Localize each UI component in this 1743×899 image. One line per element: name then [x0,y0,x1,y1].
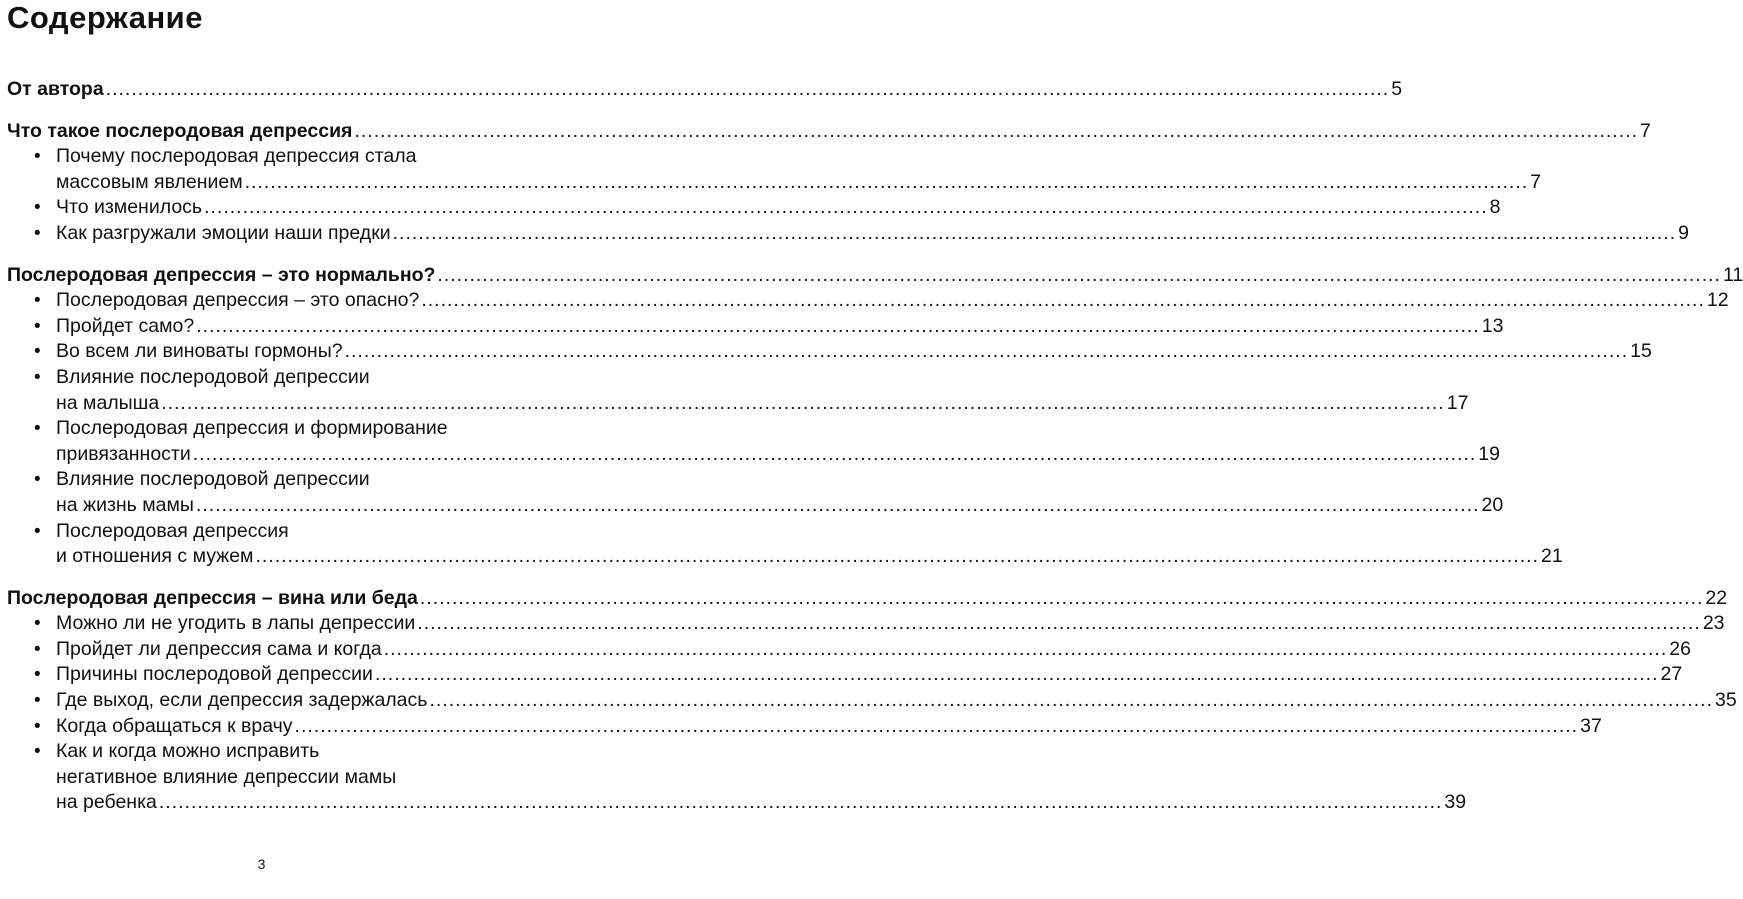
toc-page-number: 27 [1660,663,1683,686]
table-of-contents [0,77,1743,816]
dot-leader: ........................................................................................................................................................................................................ [204,196,1488,219]
dot-leader: ........................................................................................................................................................................................................ [105,78,1390,100]
dot-leader: ........................................................................................................................................................................................................ [429,689,1713,712]
toc-page-number: 7 [1530,170,1542,193]
toc-item-line [0,442,1500,468]
toc-chapter-line [0,119,1651,145]
section-title: Влияние послеродовой депрессии [56,468,370,491]
toc-page-number: 37 [1580,714,1602,737]
section-title: на жизнь мамы [56,493,194,516]
section-title: Что изменилось [56,196,203,219]
bullet-icon: • [34,197,41,219]
dot-leader: ........................................................................................................................................................................................................ [255,545,1540,568]
toc-item-line [0,365,523,391]
toc-item-line [0,765,523,791]
dot-leader: ........................................................................................................................................................................................................ [244,170,1529,193]
toc-item-line [0,688,1737,714]
section-title: Послеродовая депрессия – это опасно? [56,289,420,312]
dot-leader: ........................................................................................................................................................................................................ [344,340,1629,363]
toc-item-line [0,544,1563,570]
toc-page-number: 12 [1706,289,1729,312]
toc-item-line [0,314,1504,340]
toc-item-line [0,339,1652,365]
dot-leader: ........................................................................................................................................................................................................ [195,493,1480,516]
dot-leader: ........................................................................................................................................................................................................ [437,263,1721,286]
bullet-icon: • [34,341,41,363]
bullet-icon: • [34,690,41,712]
section-title: Причины послеродовой депрессии [56,663,373,686]
toc-page-number: 39 [1444,791,1467,814]
section-title: Когда обращаться к врачу [56,714,293,737]
section-title: Пройдет ли депрессия сама и когда [56,637,382,660]
toc-page-number: 17 [1446,391,1469,414]
bullet-icon: • [34,469,41,491]
section-title: Как разгружали эмоции наши предки [56,221,391,244]
chapter-title: Послеродовая депрессия – это нормально? [7,263,436,286]
bullet-icon: • [34,741,41,763]
chapter-title: Послеродовая депрессия – вина или беда [7,586,418,609]
bullet-icon: • [34,222,41,244]
dot-leader: ........................................................................................................................................................................................................ [196,314,1480,337]
toc-item-line [0,493,1504,519]
toc-item-line [0,714,1602,740]
section-title: Почему послеродовая депрессия стала [56,145,417,168]
section-title: на малыша [56,391,160,414]
toc-item-line [0,416,523,442]
page-title: Содержание [7,0,203,35]
chapter-title: Что такое послеродовая депрессия [7,119,353,142]
section-title: Как и когда можно исправить [56,740,320,763]
section-title: Пройдет само? [56,314,195,337]
toc-page-number: 26 [1669,637,1691,660]
section-title: Влияние послеродовой депрессии [56,365,370,388]
bullet-icon: • [34,315,41,337]
toc-item-line [0,391,1469,417]
toc-item-line [0,662,1683,688]
section-title: массовым явлением [56,170,243,193]
bullet-icon: • [34,146,41,168]
bullet-icon: • [34,520,41,542]
toc-page-number: 5 [1391,78,1403,100]
toc-item-line [0,637,1691,663]
toc-page-number: 7 [1639,119,1651,142]
dot-leader: ........................................................................................................................................................................................................ [419,586,1704,609]
bullet-icon: • [34,366,41,388]
section-title: Послеродовая депрессия и формирование [56,417,448,440]
bullet-icon: • [34,664,41,686]
toc-page-number: 19 [1478,442,1500,465]
section-title: Где выход, если депрессия задержалась [56,689,428,712]
dot-leader: ........................................................................................................................................................................................................ [421,289,1705,312]
toc-page-number: 8 [1489,196,1501,219]
section-title: привязанности [56,442,191,465]
dot-leader: ........................................................................................................................................................................................................ [392,221,1677,244]
toc-page-number: 20 [1481,493,1504,516]
toc-page-number: 22 [1705,586,1728,609]
section-title: Послеродовая депрессия [56,519,289,542]
toc-item-line [0,519,523,545]
section-title: негативное влияние депрессии мамы [56,765,397,788]
dot-leader: ........................................................................................................................................................................................................ [417,612,1701,635]
toc-page-number: 15 [1630,340,1652,363]
dot-leader: ........................................................................................................................................................................................................ [374,663,1659,686]
bullet-icon: • [34,290,41,312]
toc-item-line [0,144,523,170]
toc-page-number: 21 [1541,545,1563,568]
dot-leader: ........................................................................................................................................................................................................ [158,791,1443,814]
chapter-title: От автора [7,78,104,100]
toc-item-line [0,467,523,493]
section-title: на ребенка [56,791,157,814]
toc-page-number: 9 [1678,221,1690,244]
toc-chapter-line [0,263,1743,289]
toc-item-line [0,739,523,765]
toc-item-line [0,221,1690,247]
bullet-icon: • [34,418,41,440]
section-title: Во всем ли виноваты гормоны? [56,340,343,363]
dot-leader: ........................................................................................................................................................................................................ [294,714,1579,737]
section-title: Можно ли не угодить в лапы депрессии [56,612,416,635]
toc-chapter-line [0,586,1728,612]
dot-leader: ........................................................................................................................................................................................................ [161,391,1445,414]
section-title: и отношения с мужем [56,545,254,568]
toc-item-line [0,195,1501,221]
toc-item-line [0,790,1467,816]
toc-item-line [0,611,1725,637]
bullet-icon: • [34,715,41,737]
bullet-icon: • [34,613,41,635]
toc-page-number: 23 [1702,612,1725,635]
toc-page-number: 35 [1714,689,1737,712]
bullet-icon: • [34,638,41,660]
page-number: 3 [257,856,266,872]
toc-page-number: 11 [1722,263,1743,286]
dot-leader: ........................................................................................................................................................................................................ [192,442,1477,465]
dot-leader: ........................................................................................................................................................................................................ [383,637,1668,660]
dot-leader: ........................................................................................................................................................................................................ [354,119,1638,142]
toc-chapter-line [0,77,1403,103]
toc-page-number: 13 [1481,314,1504,337]
toc-item-line [0,288,1729,314]
toc-item-line [0,170,1542,196]
